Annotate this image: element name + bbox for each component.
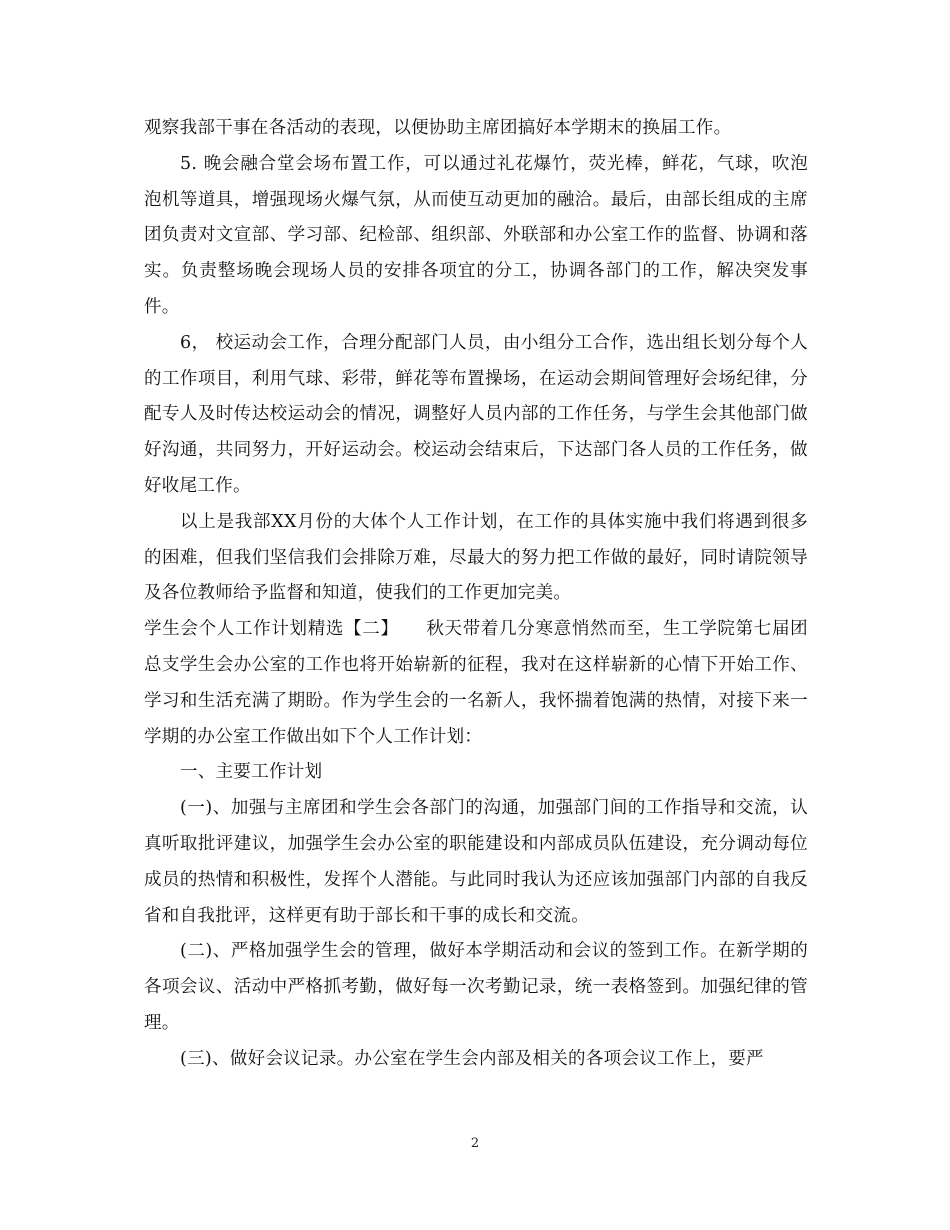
paragraph-plan-two: (二)、严格加强学生会的管理，做好本学期活动和会议的签到工作。在新学期的各项会议、活动中严格抓考勤，做好每一次考勤记录，统一表格签到。加强纪律的管理。: [144, 941, 808, 1033]
paragraph-summary: 以上是我部XX月份的大体个人工作计划，在工作的具体实施中我们将遇到很多的困难，但我们坚信我们会排除万难，尽最大的努力把工作做的最好，同时请院领导及各位教师给予监督和知道，使我们的工作更加完美。: [144, 511, 808, 604]
paragraph-section-two-intro: 学生会个人工作计划精选【二】 秋天带着几分寒意悄然而至，生工学院第七届团总支学生会办公室的工作也将开始崭新的征程，我对在这样崭新的心情下开始工作、学习和生活充满了期盼。作为学生会的一名新人，我怀揣着饱满的热情，对接下来一学期的办公室工作做出如下个人工作计划：: [144, 619, 808, 747]
paragraph-item-6: 6， 校运动会工作，合理分配部门人员，由小组分工合作，选出组长划分每个人的工作项目，利用气球、彩带，鲜花等布置操场，在运动会期间管理好会场纪律，分配专人及时传达校运动会的情况，调整好人员内部的工作任务，与学生会其他部门做好沟通，共同努力，开好运动会。校运动会结束后，下达部门各人员的工作任务，做好收尾工作。: [144, 332, 808, 496]
document-body: [144, 111, 808, 1078]
paragraph-plan-three: (三)、做好会议记录。办公室在学生会内部及相关的各项会议工作上，要严: [180, 1048, 764, 1069]
heading-main-plan: 一、主要工作计划: [180, 762, 323, 783]
paragraph-item-5: 5. 晚会融合堂会场布置工作，可以通过礼花爆竹，荧光棒，鲜花，气球，吹泡泡机等道具，增强现场火爆气氛，从而使互动更加的融洽。最后，由部长组成的主席团负责对文宣部、学习部、纪检部、组织部、外联部和办公室工作的监督、协调和落实。负责整场晚会现场人员的安排各项宜的分工，协调各部门的工作，解决突发事件。: [144, 153, 808, 317]
paragraph-plan-one: (一)、加强与主席团和学生会各部门的沟通，加强部门间的工作指导和交流，认真听取批评建议，加强学生会办公室的职能建设和内部成员队伍建设，充分调动每位成员的热情和积极性，发挥个人潜能。与此同时我认为还应该加强部门内部的自我反省和自我批评，这样更有助于部长和干事的成长和交流。: [144, 798, 808, 926]
page-number: 2: [470, 1136, 480, 1151]
paragraph-continuation: 观察我部干事在各活动的表现，以便协助主席团搞好本学期末的换届工作。: [144, 118, 732, 138]
